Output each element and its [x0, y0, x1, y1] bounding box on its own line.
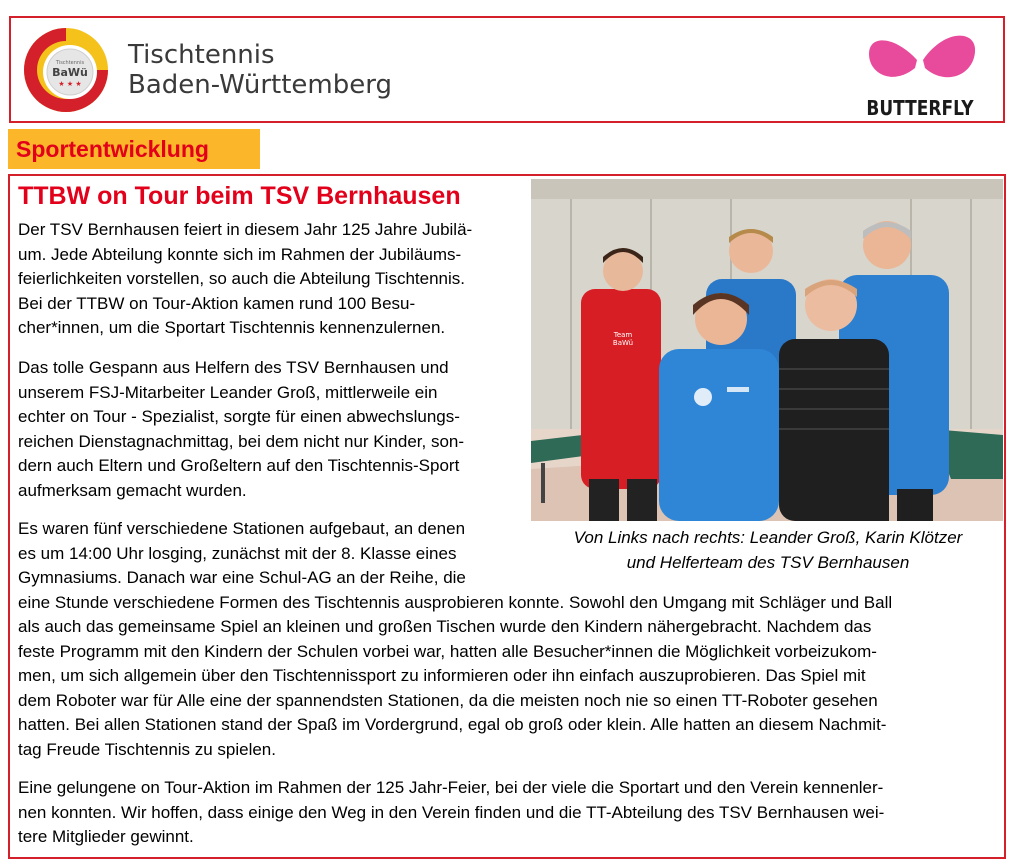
- text-line: um. Jede Abteilung konnte sich im Rahmen der Jubiläums-: [18, 244, 462, 264]
- butterfly-wings-icon: [855, 24, 985, 94]
- article-box: [8, 174, 1006, 859]
- text-line: Gymnasiums. Danach war eine Schul-AG an der Reihe, die: [18, 568, 466, 587]
- header-banner: [9, 16, 1005, 123]
- text-line: feierlichkeiten vorstellen, so auch die Abteilung Tischtennis.: [18, 269, 465, 288]
- text-line: men, um sich allgemein über den Tischtennissport zu informieren oder ihn einfach auszuprobieren. Das Spiel mit: [18, 666, 866, 685]
- tischtennis-bawue-logo-icon: [23, 27, 109, 113]
- svg-text:★ ★ ★: ★ ★ ★: [58, 80, 82, 88]
- text-line: eine Stunde verschiedene Formen des Tischtennis ausprobieren konnte. Sowohl den Umgang mit Schläger und Ball: [18, 592, 893, 612]
- org-name-line1: Tischtennis: [128, 40, 275, 70]
- team-photo-illustration: [531, 179, 1003, 521]
- text-line: Eine gelungene on Tour-Aktion im Rahmen der 125 Jahr-Feier, bei der viele die Sportart und den Verein kennenler-: [18, 778, 884, 797]
- text-line: aufmerksam gemacht wurden.: [18, 480, 247, 500]
- butterfly-sponsor-logo: [855, 24, 985, 120]
- logo-main-text: BaWü: [52, 66, 88, 79]
- organization-name: [128, 40, 392, 100]
- butterfly-brand-name: BUTTERFLY: [866, 96, 974, 120]
- text-line: reichen Dienstagnachmittag, bei dem nicht nur Kinder, son-: [18, 431, 465, 451]
- text-line: feste Programm mit den Kindern der Schulen vorbei war, hatten alle Besucher*innen die Möglichkeit vorbeizukom-: [18, 641, 877, 661]
- paragraph-1: [18, 218, 472, 341]
- logo-small-text: Tischtennis: [55, 60, 85, 66]
- text-line: dem Roboter war für Alle eine der spannendsten Stationen, da die meisten noch nie so einen TT-Roboter gesehen: [18, 690, 878, 710]
- section-label: Sportentwicklung: [8, 129, 260, 169]
- text-line: tere Mitglieder gewinnt.: [18, 827, 194, 846]
- photo-caption: [533, 525, 1003, 575]
- text-line: als auch das gemeinsame Spiel an kleinen und großen Tischen wurde den Kindern nähergebracht. Nachdem das: [18, 617, 872, 636]
- text-line: es um 14:00 Uhr losging, zunächst mit der 8. Klasse eines: [18, 543, 457, 563]
- text-line: cher*innen, um die Sportart Tischtennis kennenzulernen.: [18, 318, 446, 337]
- text-line: echter on Tour - Spezialist, sorgte für einen abwechslungs-: [18, 407, 460, 426]
- org-name-line2: Baden-Württemberg: [128, 70, 392, 100]
- text-line: nen konnten. Wir hoffen, dass einige den Weg in den Verein finden und die TT-Abteilung des TSV Bernhausen wei-: [18, 802, 885, 822]
- article-headline: TTBW on Tour beim TSV Bernhausen: [18, 182, 461, 210]
- paragraph-2: [18, 356, 464, 503]
- text-line: Der TSV Bernhausen feiert in diesem Jahr 125 Jahre Jubilä-: [18, 220, 473, 239]
- jersey-text-2: BaWü: [612, 339, 634, 347]
- text-line: Bei der TTBW on Tour-Aktion kamen rund 100 Besu-: [18, 293, 416, 313]
- text-line: hatten. Bei allen Stationen stand der Spaß im Vordergrund, egal ob groß oder klein. Alle hatten an diesem Nachmit-: [18, 715, 887, 734]
- jersey-text-1: Team: [613, 331, 633, 339]
- text-line: Das tolle Gespann aus Helfern des TSV Bernhausen und: [18, 358, 449, 377]
- text-line: dern auch Eltern und Großeltern auf den Tischtennis-Sport: [18, 456, 460, 475]
- text-line: Es waren fünf verschiedene Stationen aufgebaut, an denen: [18, 519, 466, 538]
- caption-line: und Helferteam des TSV Bernhausen: [626, 553, 910, 572]
- text-line: unserem FSJ-Mitarbeiter Leander Groß, mittlerweile ein: [18, 382, 438, 402]
- team-photo: [531, 179, 1003, 521]
- text-line: tag Freude Tischtennis zu spielen.: [18, 739, 276, 759]
- paragraph-4: [18, 776, 884, 850]
- caption-line: Von Links nach rechts: Leander Groß, Karin Klötzer: [573, 528, 963, 547]
